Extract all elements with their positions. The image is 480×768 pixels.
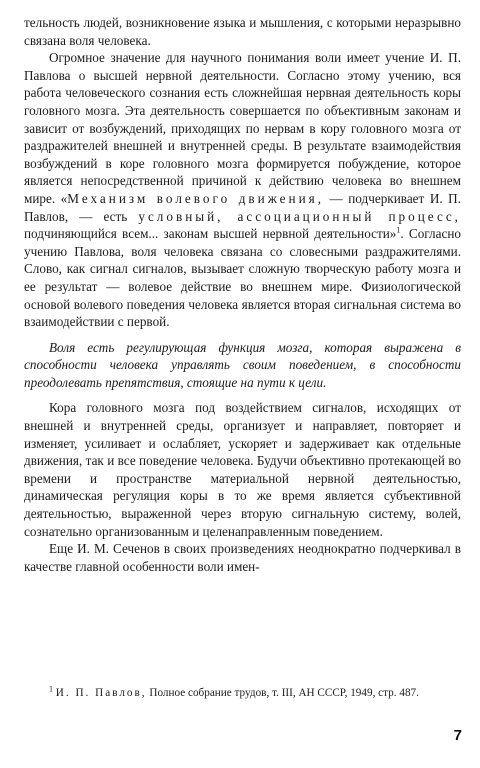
paragraph-2-tail: подчиняющийся всем... законам высшей нервной деятельности» [24,226,397,242]
paragraph-1: тельность людей, возникновение языка и мышления, с которыми неразрывно связана воля человека. [24,15,461,48]
paragraph-2-text: Огромное значение для научного понимания воли имеет учение И. П. Павлова о высшей нервной деятельности. Согласно этому учению, вся работа человеческого сознания есть сложнейшая нервная деятельность коры головного мозга. Эта деятельность совершается по объективным законам и зависит от возбуждений, приходящих по нервам в кору головного мозга от раздражителей внешней и внутренней среды. В результате взаимодействия возбуждений в коре головного мозга формируется побуждение, которое является непосредственной причиной к действию человека во внешнем мире. « [24,50,461,206]
page-body [24,14,461,575]
spaced-phrase-2: условный, ассоциационный процесс, [138,208,461,224]
footnote-mark: 1 [49,684,53,694]
spaced-phrase-1: Механизм волевого движения, [67,190,324,206]
paragraph-2-end: . Согласно учению Павлова, воля человека связана со словесными раздражителями. Слово, как сигнал сигналов, вызывает сложную творческую работу мозга и ее результат — волевое действие во внешнем мире. Физиологической основой волевого поведения человека является вторая сигнальная система во взаимодействии с первой. [24,226,461,330]
footnote [24,686,461,701]
paragraph-4: Кора головного мозга под воздействием сигналов, исходящих от внешней и внутренней среды, организует и направляет, повторяет и изменяет, усиливает и ослабляет, ускоряет и задерживает как отдельные движения, так и все поведение человека. Будучи объективно протекающей во времени и пространстве материальной нервной деятельностью, динамическая регуляция коры в то же время является субъективной деятельностью, выраженной через вторую сигнальную систему, волей, сознательно организованным и целенаправленным поведением. [24,400,461,539]
paragraph-2-mid: — подчеркивает И. П. Павлов, — есть [24,190,461,224]
paragraph-2 [24,49,461,331]
footnote-text: Полное собрание трудов, т. III, АН СССР, 1949, стр. 487. [146,687,419,699]
page-number: 7 [453,727,462,744]
paragraph-5: Еще И. М. Сеченов в своих произведениях неоднократно подчеркивал в качестве главной особенности воли имен- [24,541,461,574]
definition-paragraph: Воля есть регулирующая функция мозга, которая выражена в способности человека управлять своим поведением, в способности преодолевать препятствия, стоящие на пути к цели. [24,339,461,390]
footnote-author: И. П. Павлов, [55,687,147,699]
footnote-reference: 1 [396,225,401,235]
